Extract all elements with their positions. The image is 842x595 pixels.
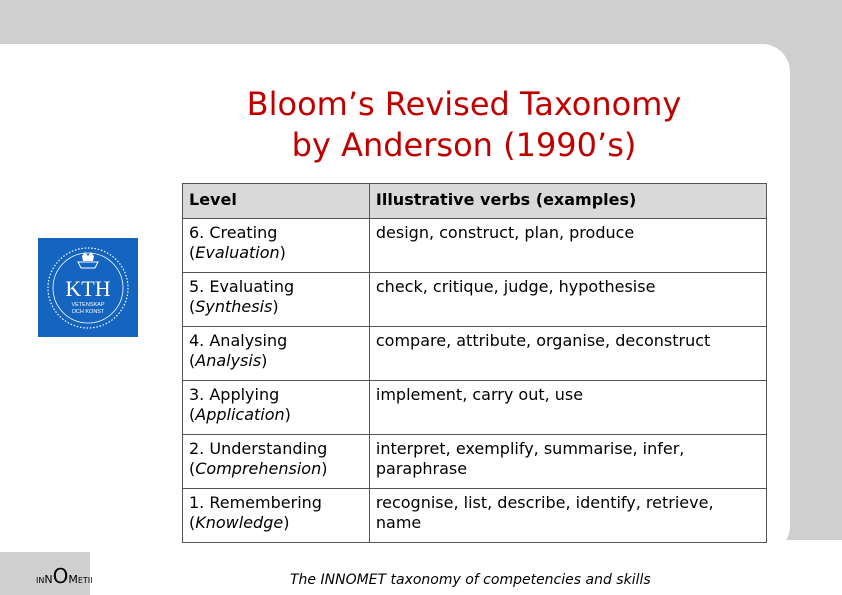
- level-cell: [183, 435, 370, 489]
- title-line-1: Bloom’s Revised Taxonomy: [246, 85, 682, 123]
- column-header-level: Level: [183, 184, 370, 219]
- slide-title: [170, 84, 758, 166]
- level-cell: [183, 381, 370, 435]
- table-row: [183, 219, 767, 273]
- old-level-name: (Analysis): [189, 351, 268, 370]
- logo-text: KTH: [65, 276, 111, 301]
- title-line-2: by Anderson (1990’s): [291, 126, 637, 164]
- table-header-row: [183, 184, 767, 219]
- verbs-cell: implement, carry out, use: [369, 381, 766, 435]
- column-header-verbs: Illustrative verbs (examples): [369, 184, 766, 219]
- table-row: [183, 489, 767, 543]
- kth-logo-icon: [38, 238, 138, 337]
- verbs-cell: recognise, list, describe, identify, retrieve, name: [369, 489, 766, 543]
- level-cell: [183, 219, 370, 273]
- level-name: 1. Remembering: [189, 493, 322, 512]
- old-level-name: (Synthesis): [189, 297, 279, 316]
- taxonomy-table: [182, 183, 767, 543]
- level-cell: [183, 327, 370, 381]
- verbs-cell: compare, attribute, organise, deconstruct: [369, 327, 766, 381]
- table-row: [183, 327, 767, 381]
- old-level-name: (Application): [189, 405, 291, 424]
- logo-subtitle-2: OCH KONST: [71, 309, 105, 315]
- level-name: 5. Evaluating: [189, 277, 295, 296]
- footer-caption: The INNOMET taxonomy of competencies and skills: [290, 572, 651, 588]
- verbs-cell: check, critique, judge, hypothesise: [369, 273, 766, 327]
- level-name: 6. Creating: [189, 223, 278, 242]
- old-level-name: (Comprehension): [189, 459, 328, 478]
- old-level-name: (Knowledge): [189, 513, 290, 532]
- logo-subtitle-1: VETENSKAP: [71, 302, 105, 308]
- level-cell: [183, 489, 370, 543]
- old-level-name: (Evaluation): [189, 243, 286, 262]
- frame-top: [0, 0, 842, 44]
- table-row: [183, 435, 767, 489]
- table-row: [183, 273, 767, 327]
- level-name: 2. Understanding: [189, 439, 328, 458]
- level-name: 3. Applying: [189, 385, 280, 404]
- level-cell: [183, 273, 370, 327]
- verbs-cell: design, construct, plan, produce: [369, 219, 766, 273]
- innomet-brand: INNOMETII: [36, 564, 93, 588]
- table-row: [183, 381, 767, 435]
- kth-logo: [38, 238, 138, 337]
- level-name: 4. Analysing: [189, 331, 288, 350]
- verbs-cell: interpret, exemplify, summarise, infer, paraphrase: [369, 435, 766, 489]
